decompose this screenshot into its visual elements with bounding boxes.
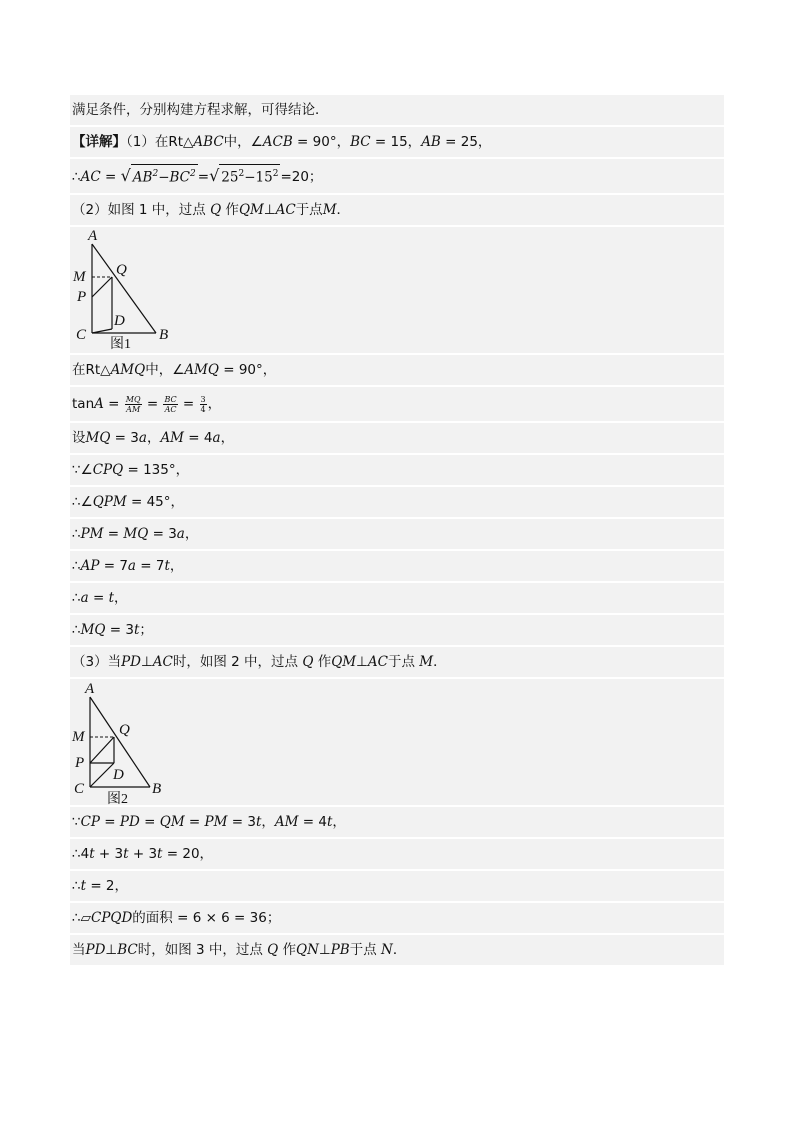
math: t [108,590,114,606]
math: QM [331,654,357,670]
text-line [70,583,724,613]
text: ∴ [72,590,81,606]
text-line [70,355,724,385]
text-line [70,871,724,901]
detail-heading: 【详解】 [72,134,126,150]
math: QN [296,942,319,958]
text: = 90°， [292,134,351,150]
math: BC [350,134,371,150]
text-line [70,159,724,193]
math: MQ [80,622,106,638]
math: a [138,430,147,446]
text-line [70,519,724,549]
math: MQ [85,430,111,446]
text: =20； [280,169,323,185]
text: = 25， [440,134,492,150]
text: ∴ [72,622,81,638]
label-q: Q [116,262,127,278]
math: PD [119,814,140,830]
text: 作 [221,202,239,218]
text: = 7 [99,558,128,574]
label-p: P [75,755,85,771]
text: ∵∠ [72,462,93,478]
text-line [70,807,724,837]
text: 当 [72,942,86,958]
math: AC [275,202,296,218]
math: QM [238,202,264,218]
math: AB [421,134,441,150]
text-line [70,455,724,485]
math: AC [80,169,101,185]
math: AB [132,169,153,185]
text: = 135°， [123,462,190,478]
text: = 3 [110,430,139,446]
text: = [88,590,109,606]
math: a [176,526,185,542]
math: Q [267,942,279,958]
text: = 7 [135,558,165,574]
denominator: AC [164,404,177,414]
denominator: AM [126,404,141,414]
figure-1 [70,227,724,353]
text: ， [169,558,184,574]
text: 的面积 = 6 × 6 = 36； [132,910,281,926]
text: − [244,169,256,185]
math: t [89,846,95,862]
math: AC [367,654,388,670]
text: = [100,169,121,185]
math: Q [210,202,222,218]
text: = 2， [86,878,129,894]
math: BC [169,169,191,185]
figure-caption: 图2 [107,792,128,805]
radicand [131,164,198,187]
text: = 3 [148,526,177,542]
text: ∴ [72,878,81,894]
text: = [184,814,205,830]
text: ∴ [72,526,81,542]
segment-pq [92,277,112,297]
label-b: B [159,327,169,343]
text: = [197,169,210,185]
math: CP [80,814,101,830]
figure-caption: 图1 [110,337,131,352]
text-line [70,127,724,157]
numerator: MQ [125,394,141,404]
text: tan [72,396,95,412]
numerator: 3 [200,394,206,404]
math: Q [302,654,314,670]
text: ⊥ [141,654,153,670]
math: QPM [92,494,127,510]
text-line [70,935,724,965]
math: MQ [123,526,149,542]
text: = [103,526,124,542]
text: = 4 [298,814,327,830]
text: ∴4 [72,846,90,862]
math: M [322,202,337,218]
text: ⊥ [263,202,276,218]
math: M [419,654,434,670]
math: t [164,558,170,574]
math: t [255,814,262,830]
text: 时，如图 3 中，过点 [137,942,268,958]
text: ． [392,942,407,958]
label-d: D [114,313,125,329]
text-line [70,551,724,581]
text: ， [261,814,275,830]
text: = 3 [227,814,256,830]
denominator: 4 [200,404,206,414]
math: a [127,558,136,574]
text: ， [184,526,199,542]
label-m: M [73,269,86,285]
text: ⊥ [105,942,118,958]
text: ， [207,396,222,412]
text: 中，∠ [223,134,263,150]
text: + 3 [128,846,158,862]
text: = [139,814,160,830]
segment-pq [90,737,114,763]
sqrt-sign: √ [209,166,220,185]
math: AM [160,430,185,446]
text: ． [433,654,447,670]
text: ∴▱ [72,910,91,926]
text: （1）在Rt△ [126,134,194,150]
radicand [219,164,280,187]
math: PD [121,654,142,670]
text: 于点 [349,942,382,958]
text: 中，∠ [145,362,185,378]
math: PB [330,942,350,958]
label-a: A [85,681,95,697]
math: AMQ [110,362,146,378]
text-line [70,423,724,453]
text-line [70,647,724,677]
number: 15 [255,169,273,185]
math: CPQD [90,910,133,926]
text: ∴ [72,169,81,185]
text: 满足条件，分别构建方程求解，可得结论． [72,102,329,118]
text-line [70,839,724,869]
label-a: A [88,228,98,244]
math: PM [204,814,228,830]
text: + 3 [94,846,124,862]
math: a [80,590,89,606]
text: ⊥ [356,654,368,670]
text: = 20， [162,846,214,862]
text: 在Rt△ [72,362,111,378]
text: = 4 [184,430,213,446]
exponent: 2 [152,168,159,179]
text: = 15， [370,134,422,150]
exponent: 2 [238,168,245,179]
math: t [123,846,129,862]
text: 时，如图 2 中，过点 [172,654,303,670]
text: 于点 [387,654,420,670]
text-line: tanA = $\frac{MQ}{AM}$ = $\frac{BC}{AC}$ = $\frac{3}{4}$ ， [70,387,724,421]
text-line [70,95,724,125]
text: ， [332,814,346,830]
math: a [212,430,221,446]
fraction-mq-am [125,395,142,414]
exponent: 2 [272,168,279,179]
text: = [103,396,124,412]
label-d: D [113,767,124,783]
label-c: C [76,327,87,343]
figure-2 [70,679,724,805]
text: − [158,169,170,185]
text: = 45°， [126,494,185,510]
text: ； [139,622,153,638]
segment-cd [92,329,112,333]
text: 于点 [295,202,323,218]
text-line [70,487,724,517]
text: ． [336,202,351,218]
math: QM [159,814,185,830]
text: ， [220,430,235,446]
number: 25 [221,169,239,185]
text: ⊥ [318,942,331,958]
text: （2）如图 1 中，过点 [72,202,211,218]
math: CPQ [92,462,124,478]
text: = 3 [105,622,134,638]
figure-2-diagram [70,679,724,805]
math: PD [85,942,106,958]
text: ∵ [72,814,81,830]
segment-cd [90,763,114,787]
text: = 90°， [218,362,277,378]
math: ABC [193,134,224,150]
math: ACB [262,134,293,150]
math: AC [152,654,173,670]
sqrt-sign: √ [120,166,131,185]
label-p: P [77,289,87,305]
label-m: M [72,729,85,745]
text: ∴∠ [72,494,93,510]
text: 作 [313,654,332,670]
text: ∴ [72,558,81,574]
solution-content [70,95,724,967]
label-c: C [74,781,85,797]
label-b: B [152,781,162,797]
math: AM [274,814,299,830]
math: t [133,622,140,638]
math: A [94,396,104,412]
math: AMQ [184,362,219,378]
fraction-bc-ac [163,395,177,414]
numerator: BC [164,394,177,404]
math: t [326,814,333,830]
text: ， [114,590,128,606]
math: t [80,878,87,894]
math: BC [117,942,138,958]
text: = [100,814,120,830]
text-line [70,615,724,645]
math: t [157,846,163,862]
label-q: Q [119,722,130,738]
figure-1-diagram [70,227,724,353]
math: N [381,942,393,958]
math: AP [80,558,100,574]
exponent: 2 [190,168,196,179]
text-line [70,903,724,933]
text-line [70,195,724,225]
text: ， [146,430,161,446]
text: （3）当 [72,654,122,670]
fraction-3-4 [200,395,207,414]
text: 设 [72,430,86,446]
text: 作 [278,942,297,958]
math: PM [80,526,104,542]
